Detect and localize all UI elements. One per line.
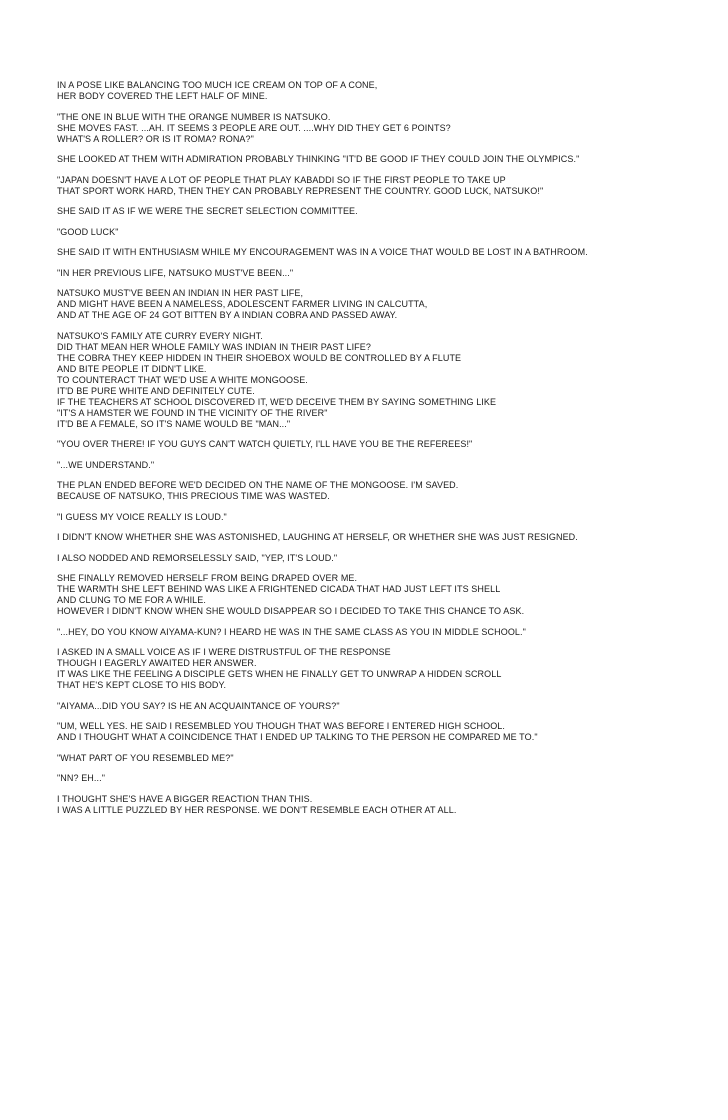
text-line: IT'D BE A FEMALE, SO IT'S NAME WOULD BE "MAN..." [57,418,291,429]
text-line: "NN? EH..." [57,773,105,783]
text-line: THE COBRA THEY KEEP HIDDEN IN THEIR SHOEBOX WOULD BE CONTROLLED BY A FLUTE [57,352,462,363]
text-line: SHE FINALLY REMOVED HERSELF FROM BEING DRAPED OVER ME. [57,573,358,583]
text-line: THE PLAN ENDED BEFORE WE'D DECIDED ON THE NAME OF THE MONGOOSE. I'M SAVED. [57,480,459,490]
text-line: AND MIGHT HAVE BEEN A NAMELESS, ADOLESCENT FARMER LIVING IN CALCUTTA, [57,299,428,309]
text-line: HER BODY COVERED THE LEFT HALF OF MINE. [57,91,268,101]
paragraph [57,439,717,450]
paragraph [57,175,717,197]
text-line: BECAUSE OF NATSUKO, THIS PRECIOUS TIME WAS WASTED. [57,491,330,501]
text-line: SHE SAID IT AS IF WE WERE THE SECRET SELECTION COMMITTEE. [57,206,358,216]
text-line: "GOOD LUCK" [57,226,119,237]
text-line: SHE MOVES FAST. ...AH. IT SEEMS 3 PEOPLE ARE OUT. ....WHY DID THEY GET 6 POINTS? [57,122,451,133]
text-line: "UM, WELL YES. HE SAID I RESEMBLED YOU THOUGH THAT WAS BEFORE I ENTERED HIGH SCHOOL. [57,721,506,731]
paragraph [57,647,717,691]
text-line: AND AT THE AGE OF 24 GOT BITTEN BY A INDIAN COBRA AND PASSED AWAY. [57,310,398,320]
text-line: TO COUNTERACT THAT WE'D USE A WHITE MONGOOSE. [57,374,308,385]
paragraph [57,112,717,145]
text-line: I DIDN'T KNOW WHETHER SHE WAS ASTONISHED, LAUGHING AT HERSELF, OR WHETHER SHE WAS JUST RESIGNED. [57,532,578,542]
paragraph [57,721,717,743]
paragraph [57,460,717,471]
paragraph [57,627,717,638]
text-line: SHE LOOKED AT THEM WITH ADMIRATION PROBABLY THINKING "IT'D BE GOOD IF THEY COULD JOIN THE OLYMPICS." [57,154,580,164]
paragraph [57,154,717,165]
text-line: IT WAS LIKE THE FEELING A DISCIPLE GETS WHEN HE FINALLY GET TO UNWRAP A HIDDEN SCROLL [57,669,502,679]
text-line: THAT SPORT WORK HARD, THEN THEY CAN PROBABLY REPRESENT THE COUNTRY. GOOD LUCK, NATSUKO!" [57,185,544,196]
text-line: "JAPAN DOESN'T HAVE A LOT OF PEOPLE THAT PLAY KABADDI SO IF THE FIRST PEOPLE TO TAKE UP [57,174,506,185]
text-line: "...WE UNDERSTAND." [57,459,155,470]
text-line: AND I THOUGHT WHAT A COINCIDENCE THAT I ENDED UP TALKING TO THE PERSON HE COMPARED ME TO." [57,732,538,742]
text-line: "THE ONE IN BLUE WITH THE ORANGE NUMBER IS NATSUKO. [57,111,331,122]
text-line: THOUGH I EAGERLY AWAITED HER ANSWER. [57,658,257,668]
text-line: NATSUKO MUST'VE BEEN AN INDIAN IN HER PAST LIFE, [57,288,304,298]
text-line: I ALSO NODDED AND REMORSELESSLY SAID, "YEP, IT'S LOUD." [57,552,338,563]
paragraph [57,80,717,102]
text-line: THAT HE'S KEPT CLOSE TO HIS BODY. [57,680,227,690]
text-line: HOWEVER I DIDN'T KNOW WHEN SHE WOULD DISAPPEAR SO I DECIDED TO TAKE THIS CHANCE TO ASK. [57,606,525,616]
text-line: I ASKED IN A SMALL VOICE AS IF I WERE DISTRUSTFUL OF THE RESPONSE [57,647,391,657]
text-line: "YOU OVER THERE! IF YOU GUYS CAN'T WATCH QUIETLY, I'LL HAVE YOU BE THE REFEREES!" [57,439,473,449]
paragraph [57,247,717,258]
paragraph [57,206,717,217]
paragraph [57,227,717,238]
paragraph [57,288,717,321]
text-line: DID THAT MEAN HER WHOLE FAMILY WAS INDIAN IN THEIR PAST LIFE? [57,341,371,352]
paragraph [57,480,717,502]
text-body [57,80,717,816]
paragraph [57,773,717,784]
paragraph [57,268,717,279]
paragraph [57,512,717,523]
text-line: IF THE TEACHERS AT SCHOOL DISCOVERED IT, WE'D DECEIVE THEM BY SAYING SOMETHING LIKE [57,396,497,407]
paragraph [57,331,717,430]
text-line: I THOUGHT SHE'S HAVE A BIGGER REACTION THAN THIS. [57,793,313,804]
text-line: "IN HER PREVIOUS LIFE, NATSUKO MUST'VE BEEN..." [57,267,294,278]
text-line: "IT'S A HAMSTER WE FOUND IN THE VICINITY OF THE RIVER" [57,407,328,418]
text-line: "I GUESS MY VOICE REALLY IS LOUD." [57,511,227,522]
text-line: WHAT'S A ROLLER? OR IS IT ROMA? RONA?" [57,133,254,144]
paragraph [57,532,717,543]
document-page [57,80,717,825]
text-line: "AIYAMA...DID YOU SAY? IS HE AN ACQUAINTANCE OF YOURS?" [57,700,340,711]
text-line: NATSUKO'S FAMILY ATE CURRY EVERY NIGHT. [57,330,263,341]
text-line: "WHAT PART OF YOU RESEMBLED ME?" [57,752,234,763]
paragraph [57,753,717,764]
text-line: AND BITE PEOPLE IT DIDN'T LIKE. [57,363,207,374]
text-line: THE WARMTH SHE LEFT BEHIND WAS LIKE A FRIGHTENED CICADA THAT HAD JUST LEFT ITS SHELL [57,584,501,594]
text-line: IT'D BE PURE WHITE AND DEFINITELY CUTE. [57,385,255,396]
paragraph [57,553,717,564]
paragraph [57,573,717,617]
text-line: "...HEY, DO YOU KNOW AIYAMA-KUN? I HEARD HE WAS IN THE SAME CLASS AS YOU IN MIDDLE SCHOOL." [57,626,526,637]
text-line: SHE SAID IT WITH ENTHUSIASM WHILE MY ENCOURAGEMENT WAS IN A VOICE THAT WOULD BE LOST IN A BATHROOM. [57,247,588,257]
paragraph [57,794,717,816]
paragraph [57,701,717,712]
text-line: AND CLUNG TO ME FOR A WHILE. [57,595,206,605]
text-line: IN A POSE LIKE BALANCING TOO MUCH ICE CREAM ON TOP OF A CONE, [57,80,378,90]
text-line: I WAS A LITTLE PUZZLED BY HER RESPONSE. WE DON'T RESEMBLE EACH OTHER AT ALL. [57,804,457,815]
